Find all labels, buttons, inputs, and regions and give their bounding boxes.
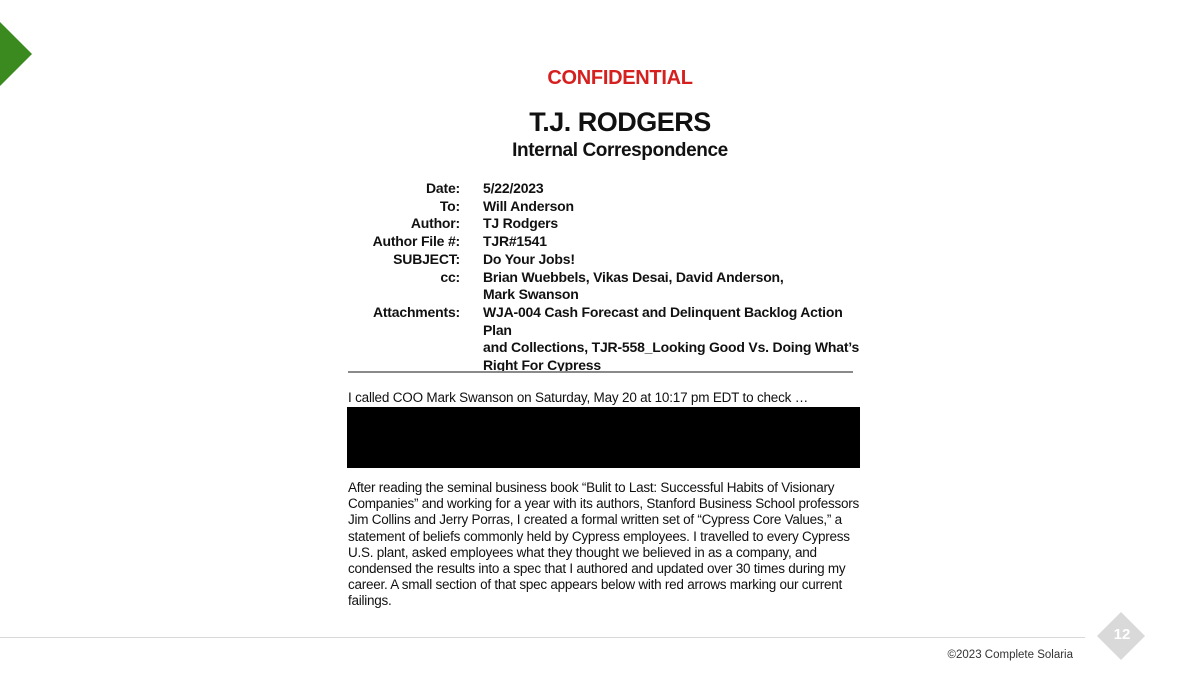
copyright-text: ©2023 Complete Solaria [947, 649, 1073, 661]
field-value-group [483, 269, 873, 304]
author-heading: T.J. RODGERS [529, 107, 711, 137]
document-type: Internal Correspondence [512, 140, 728, 161]
field-label: Author File #: [372, 233, 460, 250]
confidential-label: CONFIDENTIAL [547, 67, 693, 89]
header-divider [348, 371, 853, 373]
field-label: To: [439, 197, 460, 214]
field-value-line: WJA-004 Cash Forecast and Delinquent Backlog Action Plan [483, 303, 843, 338]
field-value: 5/22/2023 [483, 180, 544, 196]
field-value-line: Right For Cypress [483, 357, 601, 374]
field-value-line: Brian Wuebbels, Vikas Desai, David Anderson, [483, 268, 784, 285]
memo-row-to [330, 198, 873, 216]
field-value-group [483, 304, 873, 375]
field-value: Do Your Jobs! [483, 250, 575, 267]
field-label: cc: [440, 268, 460, 285]
field-label: SUBJECT: [393, 250, 460, 267]
field-value: Will Anderson [483, 197, 574, 214]
memo-header-table [330, 180, 873, 375]
field-value: TJR#1541 [483, 233, 547, 250]
field-label: Attachments: [372, 303, 460, 320]
memo-row-author [330, 215, 873, 233]
field-value-line: and Collections, TJR-558_Looking Good Vs. Doing What’s [483, 339, 860, 356]
memo-row-cc [330, 269, 873, 304]
field-value: TJ Rodgers [483, 215, 559, 232]
memo-row-attachments [330, 304, 873, 375]
memo-row-date [330, 180, 873, 198]
field-label: Date: [425, 180, 460, 196]
body-paragraph: After reading the seminal business book “Bulit to Last: Successful Habits of Visionary Companies” and working for a year with its authors, Stanford Business School professors Jim Collins and Jerry Porras, I created a formal written set of “Cypress Core Values,” a statement of beliefs commonly held by Cypress employees. I travelled to every Cypress U.S. plant, asked employees what they thought we believed in as a company, and condensed the results into a spec that I authored and updated over 30 times during my career. A small section of that spec appears below with red arrows marking our current failings. [348, 480, 860, 609]
redaction-block [347, 407, 860, 468]
memo-row-subject [330, 251, 873, 269]
page-number: 12 [1113, 626, 1131, 643]
field-value-line: Mark Swanson [483, 286, 579, 303]
intro-sentence: I called COO Mark Swanson on Saturday, May 20 at 10:17 pm EDT to check … [348, 390, 809, 405]
field-label: Author: [410, 215, 460, 232]
footer-divider [0, 637, 1085, 638]
memo-row-author-file [330, 233, 873, 251]
